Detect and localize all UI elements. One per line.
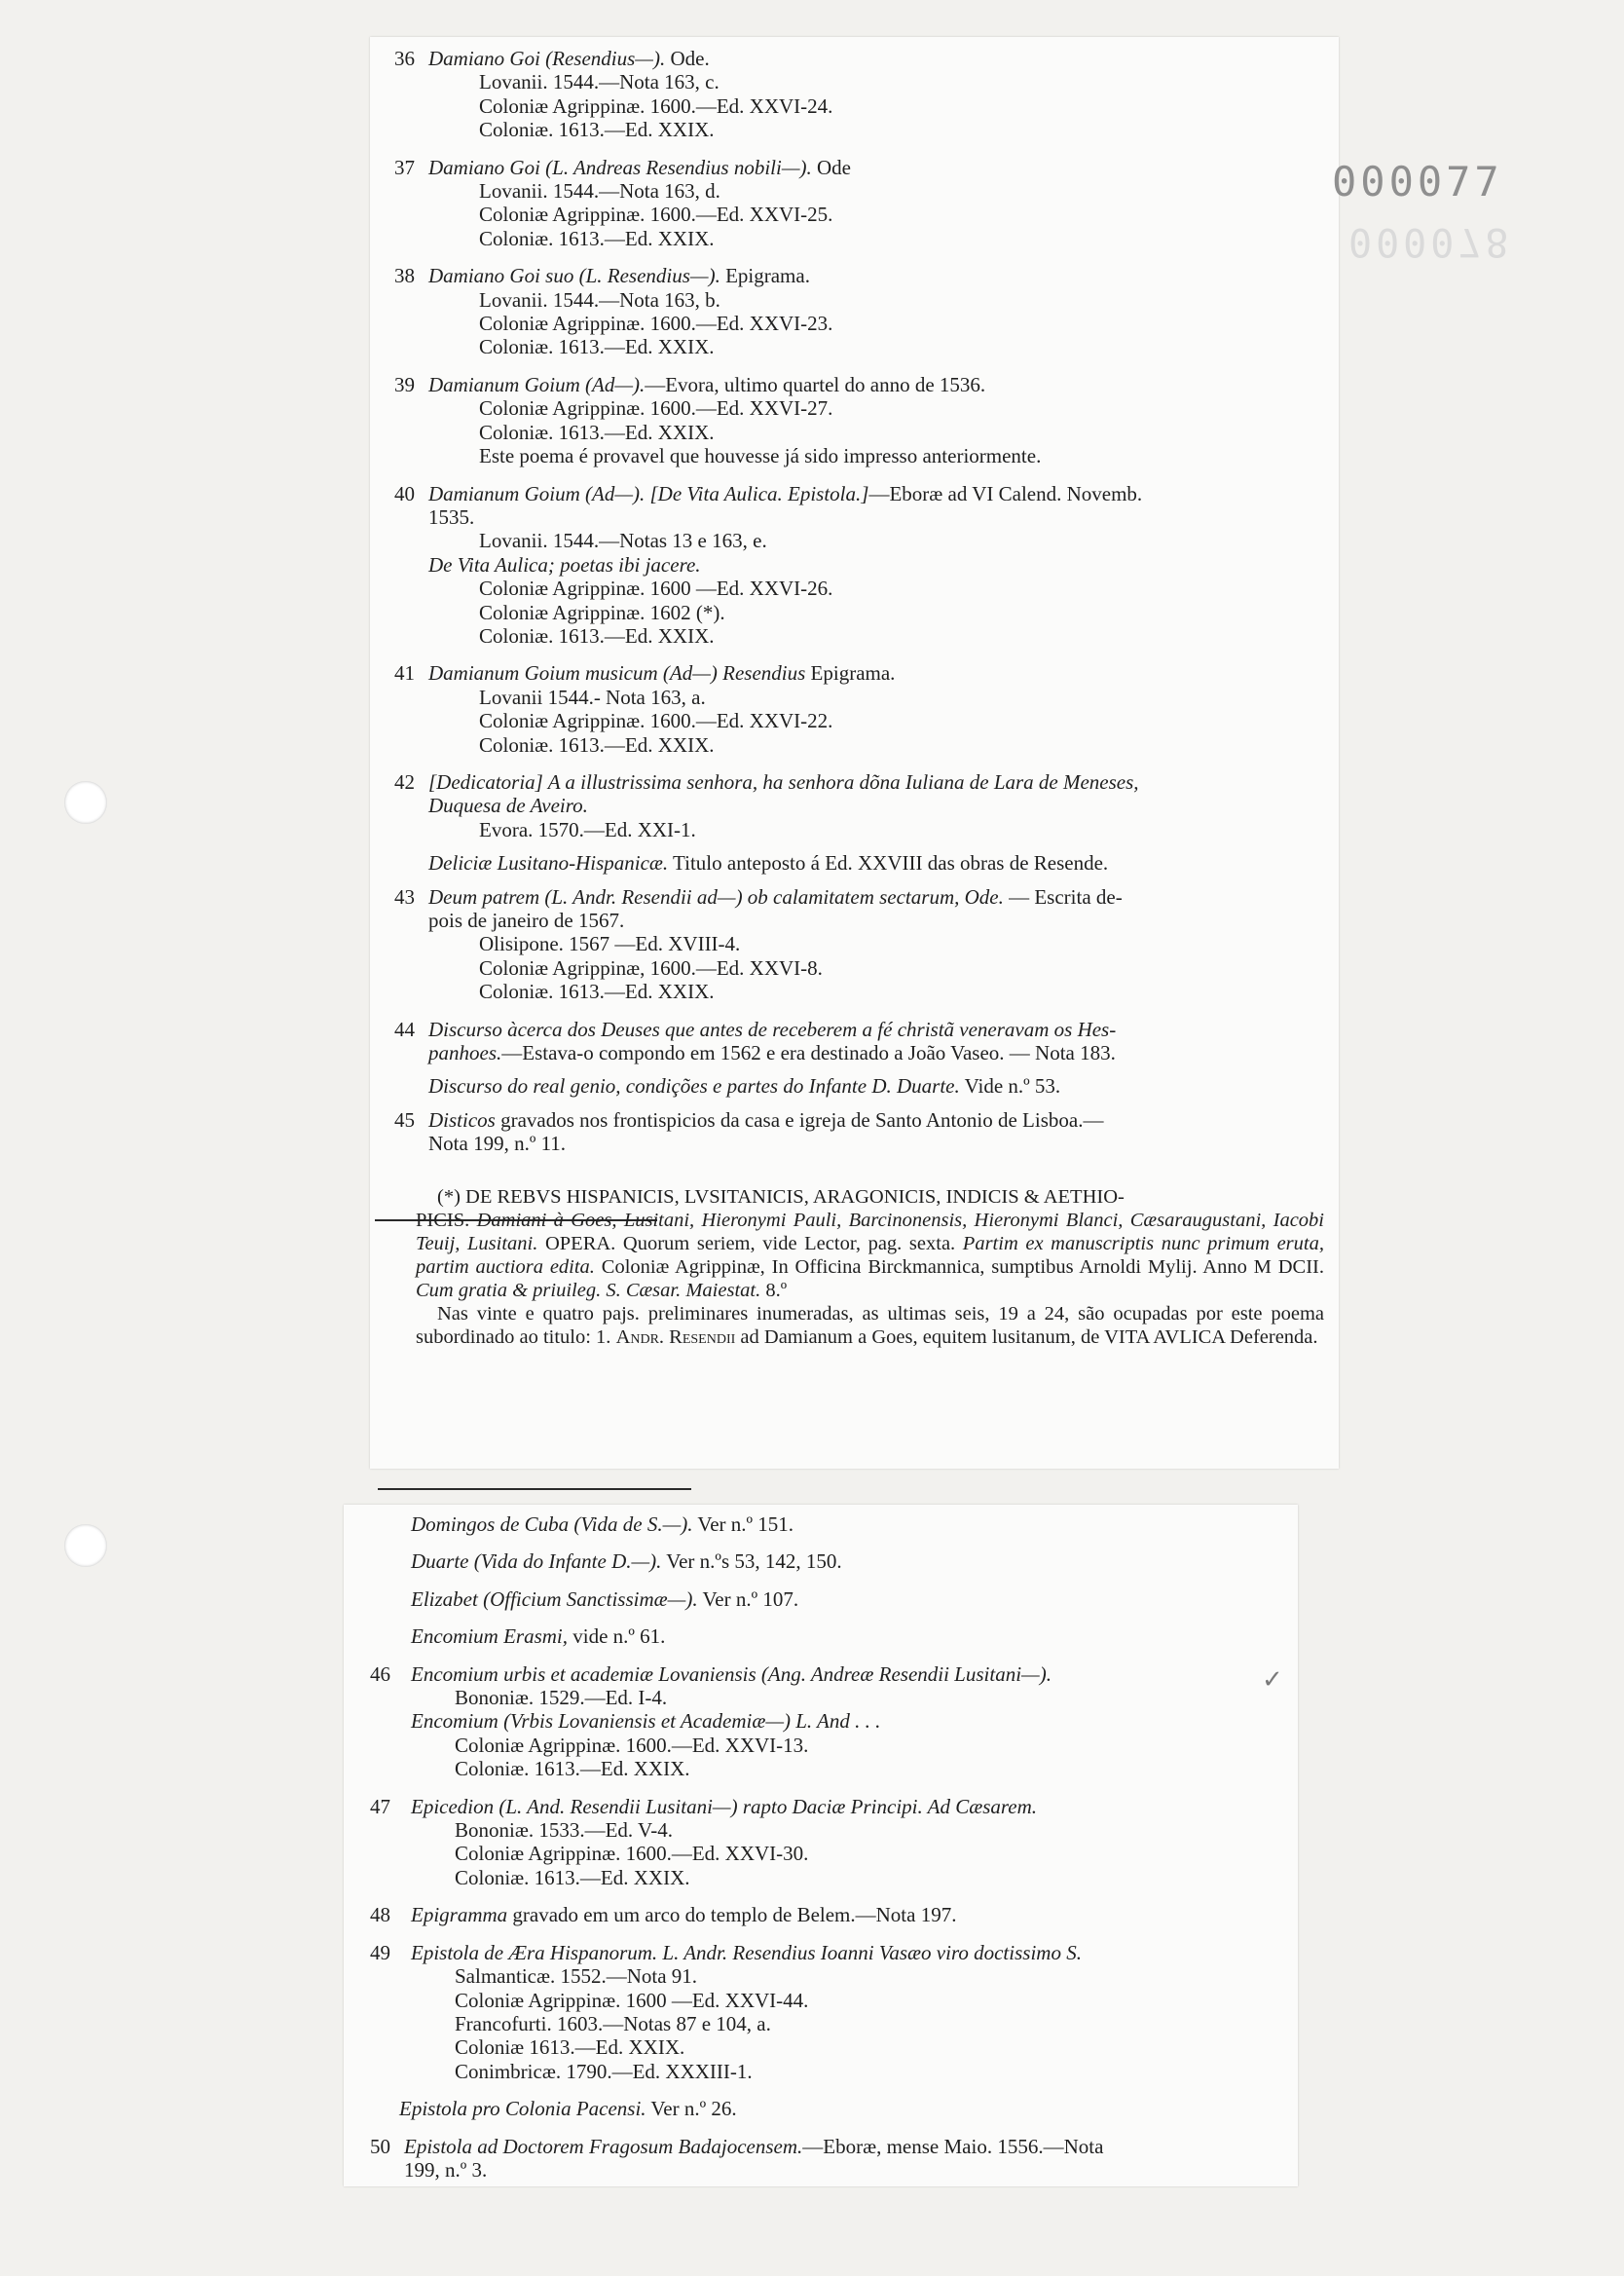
entry-title: Epigramma bbox=[411, 1903, 508, 1927]
edition-line: Coloniæ. 1613.—Ed. XXIX. bbox=[479, 980, 715, 1004]
footnote-privilege: Cum gratia & priuileg. S. Cæsar. Maiestat. bbox=[416, 1279, 761, 1301]
entry-continuation: 199, n.º 3. bbox=[404, 2157, 488, 2182]
edition-line: Coloniæ Agrippinæ. 1600.—Ed. XXVI-24. bbox=[479, 93, 833, 118]
edition-line: Coloniæ. 1613.—Ed. XXIX. bbox=[479, 623, 715, 648]
edition-line: Coloniæ Agrippinæ. 1600 —Ed. XXVI-44. bbox=[455, 1988, 809, 2012]
entry-36 bbox=[394, 47, 1324, 142]
entry-tail: Ode bbox=[811, 155, 851, 179]
entry-title: Deum patrem (L. Andr. Resendii ad—) ob calamitatem sectarum, Ode. bbox=[428, 884, 1004, 909]
entry-subtitle: De Vita Aulica; poetas ibi jacere. bbox=[428, 552, 701, 577]
edition-line: Bononiæ. 1529.—Ed. I-4. bbox=[455, 1686, 668, 1710]
entry-number: 41 bbox=[394, 661, 415, 686]
reference-tail: Ver n.º 151. bbox=[692, 1512, 794, 1536]
reference-tail: Titulo anteposto á Ed. XXVIII das obras de Resende. bbox=[668, 851, 1109, 876]
entry-subtitle: Encomium (Vrbis Lovaniensis et Academiæ—) L. And . . . bbox=[411, 1709, 881, 1734]
entry-tail: — Escrita de- bbox=[1003, 884, 1123, 909]
edition-line: Coloniæ Agrippinæ. 1600.—Ed. XXVI-23. bbox=[479, 312, 833, 336]
reference-tail: vide n.º 61. bbox=[568, 1624, 666, 1649]
entry-continuation: —Estava-o compondo em 1562 e era destinado a João Vaseo. — Nota 183. bbox=[501, 1041, 1116, 1065]
edition-line: Lovanii. 1544.—Nota 163, c. bbox=[479, 70, 720, 94]
reference-elizabet bbox=[370, 1587, 1285, 1611]
entry-title: Discurso àcerca dos Deuses que antes de receberem a fé christã veneravam os Hes- bbox=[428, 1017, 1117, 1041]
punch-hole-upper bbox=[64, 781, 107, 824]
footnote-text: PICIS. bbox=[416, 1209, 470, 1231]
edition-line: Evora. 1570.—Ed. XXI-1. bbox=[479, 817, 696, 841]
entry-tail: —Evora, ultimo quartel do anno de 1536. bbox=[645, 372, 986, 396]
entry-39 bbox=[394, 373, 1324, 468]
footnote-text: OPERA. Quorum seriem, vide Lector, pag. sexta. bbox=[544, 1232, 956, 1254]
reference-tail: Ver n.º 107. bbox=[697, 1586, 799, 1611]
edition-line: Lovanii. 1544.—Nota 163, d. bbox=[479, 179, 720, 204]
entry-continuation: Duquesa de Aveiro. bbox=[428, 794, 588, 818]
reference-discurso bbox=[394, 1074, 1324, 1098]
entry-number: 46 bbox=[370, 1661, 390, 1686]
reference-tail: Vide n.º 53. bbox=[959, 1074, 1061, 1099]
footnote-paragraph bbox=[416, 1302, 1324, 1349]
entry-title: Damiano Goi suo (L. Resendius—). bbox=[428, 264, 720, 288]
footnote-imprint: Coloniæ Agrippinæ, In Officina Birckmannica, sumptibus Arnoldi Mylij. Anno M DCII. bbox=[601, 1255, 1324, 1278]
edition-line: Coloniæ Agrippinæ. 1600 —Ed. XXVI-26. bbox=[479, 577, 833, 601]
reference-encomium-erasmi bbox=[370, 1624, 1285, 1648]
reference-title: Deliciæ Lusitano-Hispanicæ. bbox=[428, 851, 669, 876]
footnote-heading: (*) DE REBVS HISPANICIS, LVSITANICIS, ARAGONICIS, INDICIS & AETHIO- bbox=[437, 1185, 1125, 1208]
edition-line: Este poema é provavel que houvesse já sido impresso anteriormente. bbox=[479, 444, 1042, 468]
entry-40 bbox=[394, 482, 1324, 649]
edition-line: Lovanii 1544.- Nota 163, a. bbox=[479, 685, 706, 709]
edition-line: Coloniæ Agrippinæ. 1600.—Ed. XXVI-30. bbox=[455, 1842, 809, 1866]
entry-number: 43 bbox=[394, 884, 415, 909]
entry-37 bbox=[394, 156, 1324, 251]
entry-title: Epistola ad Doctorem Fragosum Badajocensem. bbox=[404, 2134, 803, 2158]
entry-tail: gravados nos frontispicios da casa e igreja de Santo Antonio de Lisboa.— bbox=[495, 1107, 1104, 1132]
entry-number: 36 bbox=[394, 47, 415, 70]
entry-title: Damianum Goium (Ad—). [De Vita Aulica. Epistola.] bbox=[428, 481, 869, 505]
edition-line: Coloniæ. 1613.—Ed. XXIX. bbox=[455, 1757, 690, 1781]
edition-line: Coloniæ Agrippinæ. 1602 (*). bbox=[479, 600, 725, 624]
footnote-subtitle: Partim ex manuscriptis nunc primum eruta, partim auctiora edita. bbox=[416, 1232, 1324, 1278]
entry-38 bbox=[394, 264, 1324, 359]
entry-number: 39 bbox=[394, 372, 415, 396]
entry-44 bbox=[394, 1018, 1324, 1065]
reference-title: Domingos de Cuba (Vida de S.—). bbox=[411, 1512, 693, 1536]
edition-line: Lovanii. 1544.—Nota 163, b. bbox=[479, 287, 720, 312]
archive-stamp: 000077 bbox=[1332, 158, 1503, 205]
edition-line: Coloniæ. 1613.—Ed. XXIX. bbox=[479, 732, 715, 757]
entry-number: 37 bbox=[394, 155, 415, 179]
reference-title: Epistola pro Colonia Pacensi. bbox=[399, 2097, 646, 2121]
reference-tail: Ver n.º 26. bbox=[646, 2097, 737, 2121]
check-mark-icon: ✓ bbox=[1262, 1665, 1283, 1694]
entry-title: Damiano Goi (L. Andreas Resendius nobili—). bbox=[428, 155, 812, 179]
footnote-text: ad Damianum a Goes, equitem lusitanum, de VITA AVLICA Deferenda. bbox=[740, 1325, 1318, 1348]
entry-tail: Epigrama. bbox=[720, 264, 810, 288]
edition-line: Francofurti. 1603.—Notas 87 e 104, a. bbox=[455, 2011, 771, 2035]
entry-41 bbox=[394, 661, 1324, 757]
edition-line: Coloniæ. 1613.—Ed. XXIX. bbox=[479, 226, 715, 250]
catalogue-column-2 bbox=[370, 1512, 1285, 2182]
edition-line: Coloniæ Agrippinæ. 1600.—Ed. XXVI-22. bbox=[479, 709, 833, 733]
reference-epistola-pacensi bbox=[370, 2097, 1285, 2120]
entry-title: Epicedion (L. And. Resendii Lusitani—) rapto Daciæ Principi. Ad Cæsarem. bbox=[411, 1794, 1038, 1818]
entry-tail: Ode. bbox=[665, 47, 710, 70]
edition-line: Coloniæ Agrippinæ, 1600.—Ed. XXVI-8. bbox=[479, 955, 823, 980]
entry-continuation: Nota 199, n.º 11. bbox=[428, 1132, 567, 1156]
entry-title: Damianum Goium musicum (Ad—) Resendius bbox=[428, 661, 806, 686]
entry-title: [Dedicatoria] A a illustrissima senhora, ha senhora dõna Iuliana de Lara de Meneses, bbox=[428, 769, 1139, 794]
edition-line: Coloniæ Agrippinæ. 1600.—Ed. XXVI-25. bbox=[479, 203, 833, 227]
reference-delicias bbox=[394, 851, 1324, 875]
edition-line: Coloniæ Agrippinæ. 1600.—Ed. XXVI-27. bbox=[479, 396, 833, 421]
entry-tail: Epigrama. bbox=[805, 661, 896, 686]
edition-line: Coloniæ. 1613.—Ed. XXIX. bbox=[479, 118, 715, 142]
reference-title: Encomium Erasmi, bbox=[411, 1624, 568, 1649]
entry-47 bbox=[370, 1795, 1285, 1890]
entry-number: 45 bbox=[394, 1107, 415, 1132]
entry-continuation-title: panhoes. bbox=[428, 1041, 502, 1065]
entry-49 bbox=[370, 1941, 1285, 2083]
entry-title: Epistola de Æra Hispanorum. L. Andr. Resendius Ioanni Vasæo viro doctissimo S. bbox=[411, 1940, 1082, 1964]
edition-line: Lovanii. 1544.—Notas 13 e 163, e. bbox=[479, 529, 767, 553]
edition-line: Coloniæ. 1613.—Ed. XXIX. bbox=[479, 335, 715, 359]
archive-stamp-ghost: 000078 bbox=[1348, 219, 1513, 264]
reference-title: Elizabet (Officium Sanctissimæ—). bbox=[411, 1586, 698, 1611]
reference-title: Discurso do real genio, condições e partes do Infante D. Duarte. bbox=[428, 1074, 960, 1099]
entry-number: 48 bbox=[370, 1903, 390, 1927]
entry-tail: gravado em um arco do templo de Belem.—Nota 197. bbox=[507, 1903, 957, 1927]
entry-title: Damiano Goi (Resendius—). bbox=[428, 47, 666, 70]
reference-title: Duarte (Vida do Infante D.—). bbox=[411, 1549, 662, 1574]
footnote-format: 8.º bbox=[765, 1279, 788, 1301]
entry-number: 44 bbox=[394, 1017, 415, 1041]
entry-number: 47 bbox=[370, 1794, 390, 1818]
edition-line: Olisipone. 1567 —Ed. XVIII-4. bbox=[479, 932, 741, 956]
entry-43 bbox=[394, 885, 1324, 1004]
entry-50 bbox=[370, 2135, 1285, 2183]
entry-title: Encomium urbis et academiæ Lovaniensis (Ang. Andreæ Resendii Lusitani—). bbox=[411, 1661, 1052, 1686]
entry-continuation: pois de janeiro de 1567. bbox=[428, 909, 625, 932]
entry-tail: —Eboræ ad VI Calend. Novemb. bbox=[868, 481, 1143, 505]
entry-title: Disticos bbox=[428, 1107, 496, 1132]
entry-number: 42 bbox=[394, 769, 415, 794]
entry-number: 40 bbox=[394, 481, 415, 505]
footnote-author-smallcaps: Andr. Resendii bbox=[615, 1325, 736, 1348]
entry-number: 49 bbox=[370, 1940, 390, 1964]
reference-duarte bbox=[370, 1549, 1285, 1573]
edition-line: Coloniæ 1613.—Ed. XXIX. bbox=[455, 2035, 685, 2060]
entry-tail: —Eboræ, mense Maio. 1556.—Nota bbox=[802, 2134, 1104, 2158]
footnote-text: Nas vinte e quatro pajs. preliminares inumeradas, as ultimas seis, 19 a 24, são ocupadas por este poema subordinado ao titulo: 1. bbox=[416, 1302, 1324, 1348]
footnote-authors: Damiani à Goes, Lusitani, Hieronymi Pauli, Barcinonensis, Hieronymi Blanci, Cæsaraugustani, Iacobi Teuij, Lusitani. bbox=[416, 1209, 1324, 1254]
edition-line: Coloniæ. 1613.—Ed. XXIX. bbox=[455, 1865, 690, 1889]
reference-tail: Ver n.ºs 53, 142, 150. bbox=[661, 1549, 842, 1574]
punch-hole-lower bbox=[64, 1524, 107, 1567]
edition-line: Coloniæ Agrippinæ. 1600.—Ed. XXVI-13. bbox=[455, 1733, 809, 1757]
entry-number: 50 bbox=[370, 2134, 390, 2158]
entry-title: Damianum Goium (Ad—). bbox=[428, 372, 646, 396]
edition-line: Salmanticæ. 1552.—Nota 91. bbox=[455, 1964, 698, 1989]
edition-line: Bononiæ. 1533.—Ed. V-4. bbox=[455, 1818, 674, 1843]
edition-line: Conimbricæ. 1790.—Ed. XXXIII-1. bbox=[455, 2059, 753, 2083]
entry-number: 38 bbox=[394, 264, 415, 288]
entry-continuation: 1535. bbox=[428, 504, 475, 529]
reference-domingos bbox=[370, 1512, 1285, 1536]
footnote bbox=[394, 1185, 1324, 1349]
entry-48 bbox=[370, 1903, 1285, 1926]
entry-46 bbox=[370, 1662, 1285, 1781]
catalogue-column-1 bbox=[394, 47, 1324, 1349]
entry-45 bbox=[394, 1108, 1324, 1156]
edition-line: Coloniæ. 1613.—Ed. XXIX. bbox=[479, 420, 715, 444]
entry-42 bbox=[394, 770, 1324, 841]
section-rule bbox=[378, 1488, 691, 1490]
